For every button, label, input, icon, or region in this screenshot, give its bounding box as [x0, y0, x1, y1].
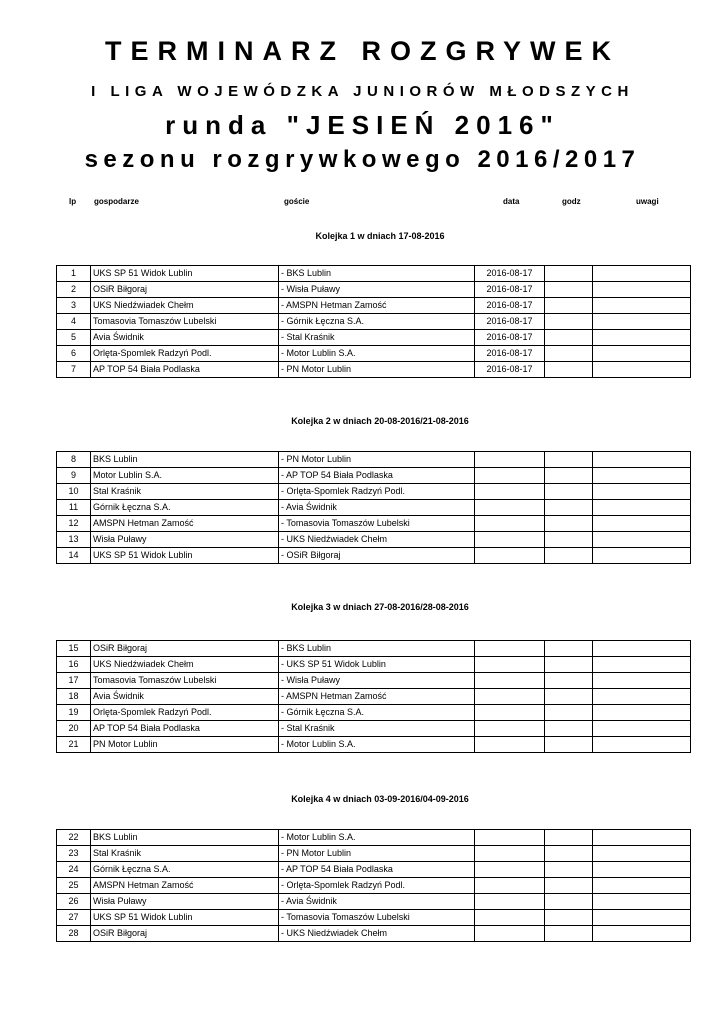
cell-away: - UKS Niedźwiadek Chełm [279, 926, 475, 942]
cell-notes [593, 452, 691, 468]
round-title: Kolejka 2 w dniach 20-08-2016/21-08-2016 [291, 416, 469, 426]
cell-date: 2016-08-17 [475, 362, 545, 378]
column-headers [0, 197, 725, 209]
table-row [57, 484, 691, 500]
column-header-notes: uwagi [636, 197, 659, 206]
cell-notes [593, 266, 691, 282]
fixtures-table [56, 829, 691, 942]
cell-lp: 22 [57, 830, 91, 846]
cell-home: Avia Świdnik [91, 689, 279, 705]
cell-away: - Motor Lublin S.A. [279, 737, 475, 753]
cell-notes [593, 705, 691, 721]
cell-notes [593, 878, 691, 894]
cell-date [475, 894, 545, 910]
cell-lp: 12 [57, 516, 91, 532]
cell-home: Stal Kraśnik [91, 484, 279, 500]
cell-time [545, 846, 593, 862]
cell-home: AP TOP 54 Biała Podlaska [91, 721, 279, 737]
cell-time [545, 532, 593, 548]
table-row [57, 330, 691, 346]
table-row [57, 737, 691, 753]
cell-time [545, 926, 593, 942]
cell-lp: 10 [57, 484, 91, 500]
cell-date [475, 548, 545, 564]
cell-date [475, 862, 545, 878]
cell-notes [593, 500, 691, 516]
cell-lp: 5 [57, 330, 91, 346]
cell-lp: 20 [57, 721, 91, 737]
cell-notes [593, 657, 691, 673]
table-row [57, 878, 691, 894]
cell-home: UKS Niedźwiadek Chełm [91, 298, 279, 314]
cell-lp: 24 [57, 862, 91, 878]
round-title: Kolejka 3 w dniach 27-08-2016/28-08-2016 [291, 602, 469, 612]
cell-notes [593, 314, 691, 330]
cell-notes [593, 862, 691, 878]
cell-away: - AP TOP 54 Biała Podlaska [279, 468, 475, 484]
cell-away: - Stal Kraśnik [279, 330, 475, 346]
table-row [57, 548, 691, 564]
table-row [57, 298, 691, 314]
cell-date [475, 910, 545, 926]
cell-date [475, 657, 545, 673]
cell-date [475, 516, 545, 532]
cell-date [475, 484, 545, 500]
cell-notes [593, 346, 691, 362]
cell-lp: 3 [57, 298, 91, 314]
cell-away: - BKS Lublin [279, 641, 475, 657]
cell-time [545, 737, 593, 753]
cell-away: - AP TOP 54 Biała Podlaska [279, 862, 475, 878]
fixtures-table [56, 640, 691, 753]
cell-date [475, 500, 545, 516]
cell-notes [593, 689, 691, 705]
cell-lp: 16 [57, 657, 91, 673]
table-row [57, 641, 691, 657]
cell-home: Wisła Puławy [91, 894, 279, 910]
cell-notes [593, 641, 691, 657]
cell-away: - Tomasovia Tomaszów Lubelski [279, 516, 475, 532]
cell-home: Górnik Łęczna S.A. [91, 862, 279, 878]
cell-date [475, 721, 545, 737]
cell-date: 2016-08-17 [475, 266, 545, 282]
cell-away: - UKS SP 51 Widok Lublin [279, 657, 475, 673]
cell-time [545, 548, 593, 564]
cell-notes [593, 737, 691, 753]
cell-notes [593, 532, 691, 548]
cell-time [545, 705, 593, 721]
cell-away: - Stal Kraśnik [279, 721, 475, 737]
cell-away: - Motor Lublin S.A. [279, 830, 475, 846]
cell-lp: 14 [57, 548, 91, 564]
column-header-time: godz [562, 197, 581, 206]
cell-away: - Orlęta-Spomlek Radzyń Podl. [279, 878, 475, 894]
cell-away: - Wisła Puławy [279, 673, 475, 689]
cell-time [545, 516, 593, 532]
table-row [57, 266, 691, 282]
cell-home: Stal Kraśnik [91, 846, 279, 862]
cell-notes [593, 330, 691, 346]
cell-home: UKS SP 51 Widok Lublin [91, 266, 279, 282]
cell-lp: 27 [57, 910, 91, 926]
table-row [57, 926, 691, 942]
cell-notes [593, 548, 691, 564]
cell-date [475, 737, 545, 753]
cell-lp: 28 [57, 926, 91, 942]
table-row [57, 721, 691, 737]
cell-date [475, 878, 545, 894]
cell-lp: 8 [57, 452, 91, 468]
cell-away: - OSiR Biłgoraj [279, 548, 475, 564]
cell-lp: 7 [57, 362, 91, 378]
cell-notes [593, 468, 691, 484]
table-row [57, 910, 691, 926]
cell-away: - PN Motor Lublin [279, 362, 475, 378]
cell-lp: 2 [57, 282, 91, 298]
cell-time [545, 500, 593, 516]
cell-home: AMSPN Hetman Zamość [91, 878, 279, 894]
cell-home: AP TOP 54 Biała Podlaska [91, 362, 279, 378]
cell-away: - Motor Lublin S.A. [279, 346, 475, 362]
round-name: runda "JESIEŃ 2016" [165, 110, 560, 140]
fixtures-table [56, 451, 691, 564]
table-row [57, 673, 691, 689]
column-header-home: gospodarze [94, 197, 139, 206]
table-row [57, 532, 691, 548]
cell-time [545, 298, 593, 314]
cell-notes [593, 516, 691, 532]
cell-home: Tomasovia Tomaszów Lubelski [91, 314, 279, 330]
cell-home: Orlęta-Spomlek Radzyń Podl. [91, 705, 279, 721]
cell-lp: 11 [57, 500, 91, 516]
cell-away: - PN Motor Lublin [279, 452, 475, 468]
cell-date [475, 830, 545, 846]
cell-date: 2016-08-17 [475, 314, 545, 330]
cell-home: Avia Świdnik [91, 330, 279, 346]
cell-time [545, 266, 593, 282]
table-row [57, 705, 691, 721]
cell-time [545, 910, 593, 926]
document-title: TERMINARZ ROZGRYWEK [105, 36, 620, 66]
cell-lp: 13 [57, 532, 91, 548]
cell-home: UKS Niedźwiadek Chełm [91, 657, 279, 673]
cell-notes [593, 484, 691, 500]
cell-date [475, 705, 545, 721]
cell-date [475, 641, 545, 657]
cell-away: - Avia Świdnik [279, 500, 475, 516]
cell-lp: 6 [57, 346, 91, 362]
cell-time [545, 673, 593, 689]
cell-home: BKS Lublin [91, 452, 279, 468]
cell-lp: 17 [57, 673, 91, 689]
cell-time [545, 641, 593, 657]
cell-away: - AMSPN Hetman Zamość [279, 689, 475, 705]
cell-time [545, 484, 593, 500]
table-row [57, 846, 691, 862]
cell-lp: 26 [57, 894, 91, 910]
table-row [57, 830, 691, 846]
cell-away: - Tomasovia Tomaszów Lubelski [279, 910, 475, 926]
cell-lp: 23 [57, 846, 91, 862]
cell-home: PN Motor Lublin [91, 737, 279, 753]
cell-time [545, 314, 593, 330]
cell-home: UKS SP 51 Widok Lublin [91, 910, 279, 926]
cell-lp: 1 [57, 266, 91, 282]
table-row [57, 689, 691, 705]
cell-notes [593, 298, 691, 314]
cell-date [475, 468, 545, 484]
table-row [57, 894, 691, 910]
cell-notes [593, 673, 691, 689]
cell-time [545, 346, 593, 362]
cell-time [545, 894, 593, 910]
cell-notes [593, 721, 691, 737]
league-name: I LIGA WOJEWÓDZKA JUNIORÓW MŁODSZYCH [91, 83, 634, 100]
cell-lp: 15 [57, 641, 91, 657]
cell-lp: 9 [57, 468, 91, 484]
cell-home: UKS SP 51 Widok Lublin [91, 548, 279, 564]
cell-date [475, 689, 545, 705]
table-row [57, 500, 691, 516]
cell-notes [593, 830, 691, 846]
cell-date: 2016-08-17 [475, 298, 545, 314]
cell-notes [593, 362, 691, 378]
cell-home: Górnik Łęczna S.A. [91, 500, 279, 516]
cell-date [475, 926, 545, 942]
cell-time [545, 862, 593, 878]
round-title: Kolejka 4 w dniach 03-09-2016/04-09-2016 [291, 794, 469, 804]
fixtures-table [56, 265, 691, 378]
cell-date: 2016-08-17 [475, 282, 545, 298]
cell-home: Wisła Puławy [91, 532, 279, 548]
cell-time [545, 330, 593, 346]
cell-notes [593, 282, 691, 298]
table-row [57, 452, 691, 468]
cell-away: - Avia Świdnik [279, 894, 475, 910]
cell-date [475, 452, 545, 468]
cell-away: - Wisła Puławy [279, 282, 475, 298]
cell-away: - AMSPN Hetman Zamość [279, 298, 475, 314]
column-header-lp: lp [69, 197, 77, 206]
table-row [57, 314, 691, 330]
cell-home: Tomasovia Tomaszów Lubelski [91, 673, 279, 689]
cell-time [545, 830, 593, 846]
round-title: Kolejka 1 w dniach 17-08-2016 [315, 231, 445, 241]
cell-date: 2016-08-17 [475, 346, 545, 362]
table-row [57, 516, 691, 532]
cell-lp: 25 [57, 878, 91, 894]
table-row [57, 282, 691, 298]
table-row [57, 657, 691, 673]
table-row [57, 346, 691, 362]
cell-home: OSiR Biłgoraj [91, 926, 279, 942]
cell-away: - UKS Niedźwiadek Chełm [279, 532, 475, 548]
cell-lp: 19 [57, 705, 91, 721]
table-row [57, 862, 691, 878]
cell-lp: 4 [57, 314, 91, 330]
cell-home: Motor Lublin S.A. [91, 468, 279, 484]
cell-away: - Górnik Łęczna S.A. [279, 314, 475, 330]
cell-date [475, 846, 545, 862]
cell-date [475, 673, 545, 689]
cell-away: - PN Motor Lublin [279, 846, 475, 862]
cell-away: - BKS Lublin [279, 266, 475, 282]
column-header-date: data [503, 197, 520, 206]
cell-date [475, 532, 545, 548]
cell-notes [593, 846, 691, 862]
table-row [57, 468, 691, 484]
table-row [57, 362, 691, 378]
cell-time [545, 452, 593, 468]
cell-date: 2016-08-17 [475, 330, 545, 346]
cell-time [545, 657, 593, 673]
season-name: sezonu rozgrywkowego 2016/2017 [84, 146, 641, 173]
cell-home: OSiR Biłgoraj [91, 641, 279, 657]
cell-time [545, 721, 593, 737]
cell-away: - Orlęta-Spomlek Radzyń Podl. [279, 484, 475, 500]
cell-lp: 21 [57, 737, 91, 753]
cell-away: - Górnik Łęczna S.A. [279, 705, 475, 721]
cell-lp: 18 [57, 689, 91, 705]
cell-home: OSiR Biłgoraj [91, 282, 279, 298]
cell-notes [593, 926, 691, 942]
cell-time [545, 468, 593, 484]
cell-home: AMSPN Hetman Zamość [91, 516, 279, 532]
cell-time [545, 282, 593, 298]
cell-time [545, 878, 593, 894]
cell-notes [593, 910, 691, 926]
column-header-away: goście [284, 197, 310, 206]
cell-home: Orlęta-Spomlek Radzyń Podl. [91, 346, 279, 362]
cell-time [545, 689, 593, 705]
cell-home: BKS Lublin [91, 830, 279, 846]
cell-notes [593, 894, 691, 910]
cell-time [545, 362, 593, 378]
